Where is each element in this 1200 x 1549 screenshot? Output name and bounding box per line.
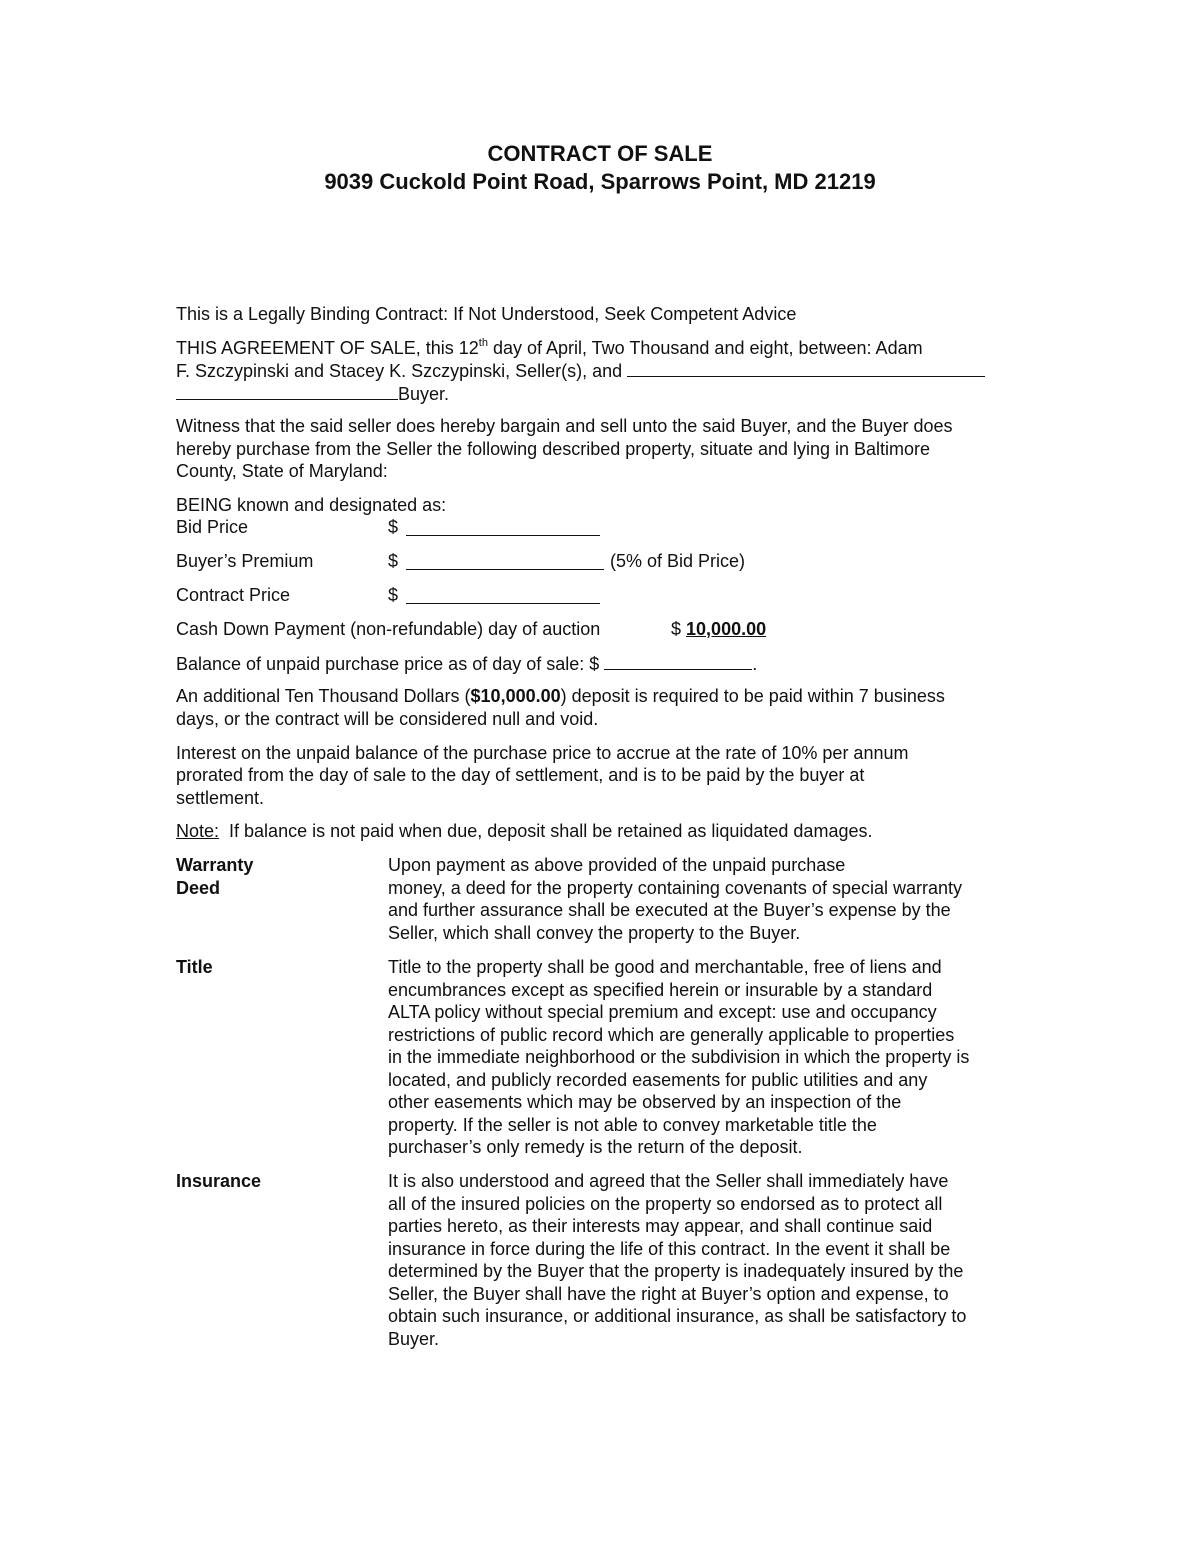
- agreement-line-1: THIS AGREEMENT OF SALE, this 12th day of April, Two Thousand and eight, between: Adam: [176, 337, 923, 358]
- buyer-name-field[interactable]: [627, 359, 985, 377]
- bid-price-label: Bid Price: [176, 517, 249, 537]
- buyers-premium-field[interactable]: [406, 552, 604, 570]
- note-line: Note: If balance is not paid when due, deposit shall be retained as liquidated damages.: [176, 821, 873, 841]
- premium-note: (5% of Bid Price): [610, 551, 746, 571]
- contract-price-label: Contract Price: [176, 585, 291, 605]
- balance-row: Balance of unpaid purchase price as of day of sale: $ .: [176, 654, 758, 674]
- title-body: Title to the property shall be good and merchantable, free of liens and encumbrances except as specified herein or insurable by a standard ALTA policy without special premium and except: use and occupancy restrictions of public record which are generally applicable to properties in the immediate neighborhood or the subdivision in which the property is located, and publicly recorded easements for public utilities and any other easements which may be observed by an inspection of the property. If the seller is not able to convey marketable title the purchaser’s only remedy is the return of the deposit.: [388, 957, 970, 1157]
- title-heading: Title: [176, 957, 213, 977]
- witness-line-1: Witness that the said seller does hereby bargain and sell unto the said Buyer, and the Buyer does: [176, 416, 953, 436]
- document-title: CONTRACT OF SALE: [487, 141, 713, 166]
- contract-price-dollar: $: [388, 585, 399, 605]
- balance-field[interactable]: [604, 652, 752, 670]
- bid-price-dollar: $: [388, 517, 399, 537]
- interest-line-3: settlement.: [176, 788, 265, 808]
- bid-price-field[interactable]: [406, 518, 600, 536]
- being-known: BEING known and designated as:: [176, 495, 447, 515]
- deposit-line-2: days, or the contract will be considered null and void.: [176, 709, 599, 729]
- cash-down-row: [176, 618, 1036, 641]
- buyer-name-field-continued[interactable]: [176, 382, 398, 400]
- contract-price-field[interactable]: [406, 586, 600, 604]
- deposit-line-1: An additional Ten Thousand Dollars ($10,000.00) deposit is required to be paid within 7 business: [176, 686, 945, 706]
- agreement-line-3: Buyer.: [176, 382, 1036, 406]
- buyers-premium-dollar: $: [388, 551, 399, 571]
- balance-label: Balance of unpaid purchase price as of day of sale: $: [176, 654, 600, 674]
- cash-down-value: $ 10,000.00: [671, 619, 767, 639]
- insurance-heading: Insurance: [176, 1171, 262, 1191]
- warranty-body: Upon payment as above provided of the unpaid purchase money, a deed for the property containing covenants of special warranty and further assurance shall be executed at the Buyer’s expense by the Seller, which shall convey the property to the Buyer.: [388, 855, 962, 943]
- property-address: 9039 Cuckold Point Road, Sparrows Point, MD 21219: [324, 169, 876, 194]
- witness-line-3: County, State of Maryland:: [176, 461, 388, 481]
- interest-line-1: Interest on the unpaid balance of the purchase price to accrue at the rate of 10% per annum: [176, 743, 909, 763]
- insurance-body: It is also understood and agreed that the Seller shall immediately have all of the insured policies on the property so endorsed as to protect all parties hereto, as their interests may appear, and shall continue said insurance in force during the life of this contract. In the event it shall be determined by the Buyer that the property is inadequately insured by the Seller, the Buyer shall have the right at Buyer’s option and expense, to obtain such insurance, or additional insurance, as shall be satisfactory to Buyer.: [388, 1171, 967, 1349]
- agreement-line-2: F. Szczypinski and Stacey K. Szczypinski, Seller(s), and: [176, 359, 1036, 383]
- cash-down-label: Cash Down Payment (non-refundable) day of auction: [176, 619, 601, 639]
- interest-line-2: prorated from the day of sale to the day of settlement, and is to be paid by the buyer at: [176, 765, 865, 785]
- witness-line-2: hereby purchase from the Seller the following described property, situate and lying in Baltimore: [176, 439, 931, 459]
- buyers-premium-label: Buyer’s Premium: [176, 551, 314, 571]
- legal-notice: This is a Legally Binding Contract: If Not Understood, Seek Competent Advice: [176, 304, 797, 324]
- warranty-heading: Warranty Deed: [176, 855, 254, 898]
